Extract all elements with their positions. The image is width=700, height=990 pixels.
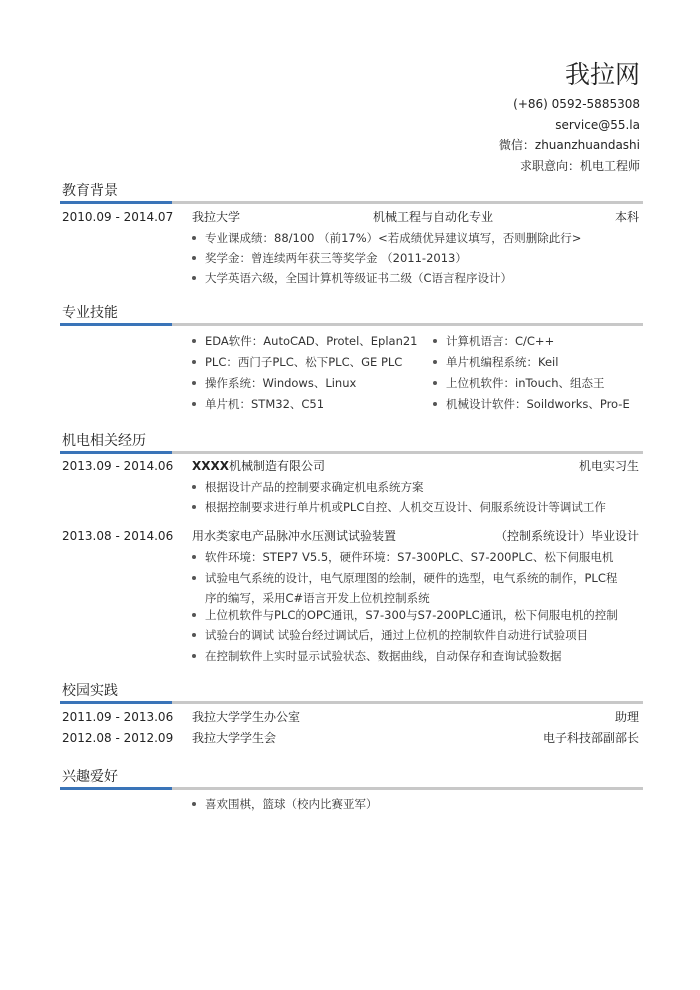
education-title: 教育背景 — [62, 183, 118, 199]
experience-title: 机电相关经历 — [62, 433, 146, 449]
skill-item: 上位机软件：inTouch、组态王 — [433, 373, 605, 393]
hobbies-divider — [60, 787, 643, 790]
skill-item: PLC：西门子PLC、松下PLC、GE PLC — [192, 352, 402, 372]
experience-date: 2013.09 - 2014.06 — [62, 459, 174, 473]
campus-divider — [60, 701, 643, 704]
phone-number: (+86) 0592-5885308 — [513, 97, 640, 111]
experience-row — [62, 456, 639, 476]
company-name: 机械制造有限公司 — [229, 459, 326, 473]
skill-item: 单片机编程系统：Keil — [433, 352, 558, 372]
experience-bullet: 试验台的调试 试验台经过调试后，通过上位机的控制软件自动进行试验项目 — [192, 625, 588, 645]
skills-title: 专业技能 — [62, 305, 118, 321]
skill-item: EDA软件：AutoCAD、Protel、Eplan21 — [192, 331, 418, 351]
education-bullet: 大学英语六级，全国计算机等级证书二级（C语言程序设计） — [192, 268, 512, 288]
campus-row — [62, 728, 639, 748]
education-row — [62, 207, 639, 227]
campus-date: 2011.09 - 2013.06 — [62, 710, 174, 724]
education-degree: 本科 — [614, 210, 639, 224]
experience-bullet — [192, 568, 645, 608]
divider-accent — [60, 451, 172, 454]
experience-role: （控制系统设计）毕业设计 — [494, 529, 639, 543]
experience-divider — [60, 451, 643, 454]
bullet-line: 试验电气系统的设计，电气原理图的绘制，硬件的选型，电气系统的制作，PLC程 — [205, 571, 618, 585]
email-address: service@55.la — [555, 117, 640, 132]
divider-accent — [60, 701, 172, 704]
skill-item: 机械设计软件：Soildworks、Pro-E — [433, 394, 630, 414]
experience-role: 机电实习生 — [578, 459, 639, 473]
skills-divider — [60, 323, 643, 326]
experience-row — [62, 526, 639, 546]
skill-item: 操作系统：Windows、Linux — [192, 373, 356, 393]
resume-header — [499, 58, 640, 176]
campus-org: 我拉大学学生会 — [192, 731, 277, 745]
experience-company — [192, 456, 325, 476]
divider-accent — [60, 787, 172, 790]
education-major: 机械工程与自动化专业 — [373, 210, 494, 224]
company-prefix: XXXX — [192, 459, 230, 473]
job-objective: 求职意向：机电工程师 — [519, 158, 640, 173]
divider-accent — [60, 201, 172, 204]
hobby-item: 喜欢围棋，篮球（校内比赛亚军） — [192, 794, 378, 814]
education-bullet: 奖学金：曾连续两年获三等奖学金 （2011-2013） — [192, 248, 467, 268]
campus-role: 电子科技部副部长 — [542, 731, 639, 745]
experience-bullet: 在控制软件上实时显示试验状态、数据曲线，自动保存和查询试验数据 — [192, 646, 562, 666]
education-bullet: 专业课成绩：88/100 （前17%）<若成绩优异建议填写，否则删除此行> — [192, 228, 581, 248]
experience-bullet: 根据控制要求进行单片机或PLC自控、人机交互设计、伺服系统设计等调试工作 — [192, 497, 606, 517]
education-date: 2010.09 - 2014.07 — [62, 210, 174, 224]
skill-item: 计算机语言：C/C++ — [433, 331, 554, 351]
experience-date: 2013.08 - 2014.06 — [62, 529, 174, 543]
experience-bullet: 根据设计产品的控制要求确定机电系统方案 — [192, 477, 424, 497]
candidate-name: 我拉网 — [564, 60, 640, 89]
experience-bullet: 软件环境：STEP7 V5.5，硬件环境：S7-300PLC、S7-200PLC、松下伺服电机 — [192, 547, 613, 567]
campus-row — [62, 707, 639, 727]
campus-date: 2012.08 - 2012.09 — [62, 731, 174, 745]
experience-project: 用水类家电产品脉冲水压测试试验装置 — [192, 529, 397, 543]
wechat-id: 微信：zhuanzhuandashi — [498, 138, 640, 152]
hobbies-title: 兴趣爱好 — [62, 769, 118, 785]
experience-bullet: 上位机软件与PLC的OPC通讯，S7-300与S7-200PLC通讯，松下伺服电机的控制 — [192, 605, 618, 625]
campus-title: 校园实践 — [62, 683, 118, 699]
campus-org: 我拉大学学生办公室 — [192, 710, 301, 724]
skill-item: 单片机：STM32、C51 — [192, 394, 324, 414]
campus-role: 助理 — [614, 710, 639, 724]
divider-accent — [60, 323, 172, 326]
education-school: 我拉大学 — [192, 210, 241, 224]
education-divider — [60, 201, 643, 204]
bullet-line: 序的编写，采用C#语言开发上位机控制系统 — [205, 591, 430, 605]
